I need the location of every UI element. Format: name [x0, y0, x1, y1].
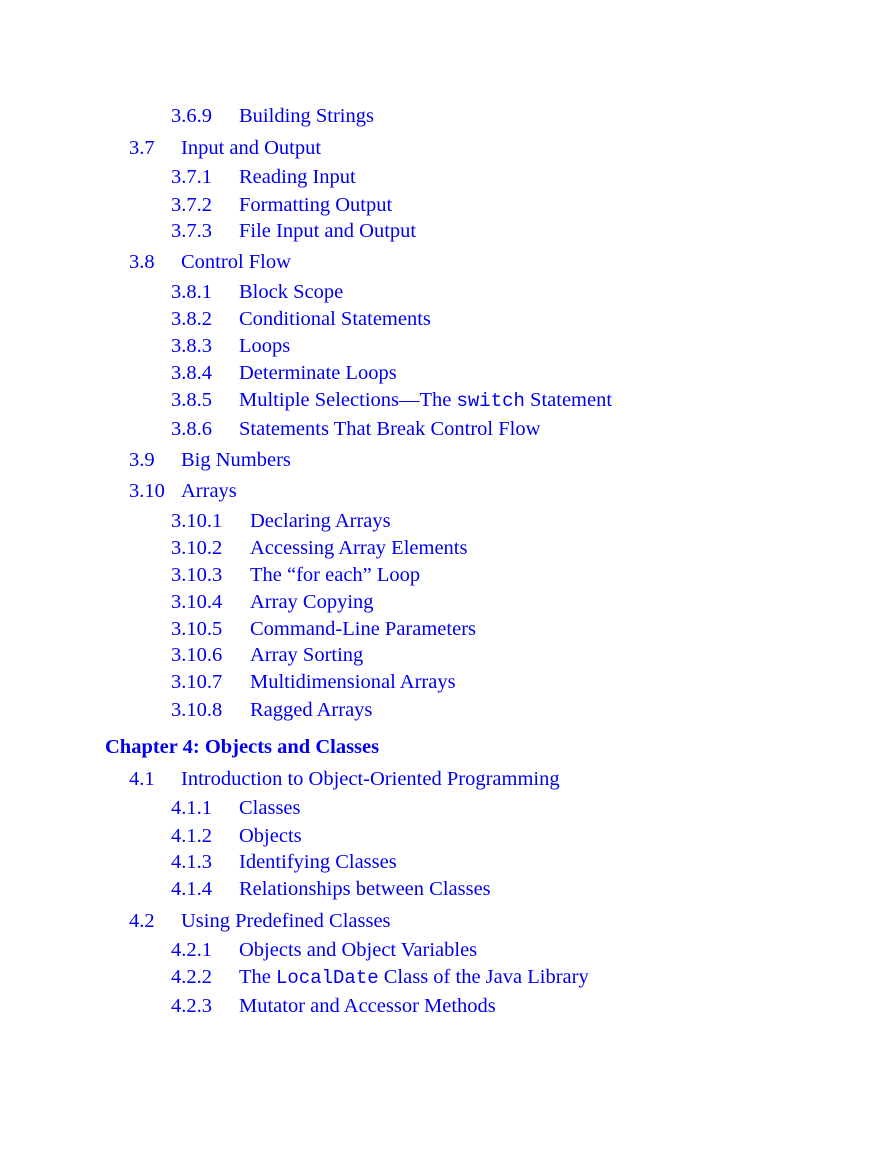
- toc-number: 3.7: [129, 137, 155, 159]
- toc-number: 3.9: [129, 449, 155, 471]
- toc-title: Introduction to Object-Oriented Programming: [181, 768, 560, 790]
- toc-title: Control Flow: [181, 251, 291, 273]
- toc-title: Conditional Statements: [239, 308, 431, 330]
- toc-number: 3.10.3: [171, 564, 223, 586]
- toc-number: 4.1.4: [171, 878, 212, 900]
- toc-title: Command-Line Parameters: [250, 618, 477, 640]
- toc-title: Array Sorting: [250, 644, 364, 666]
- toc-number: 4.2.2: [171, 966, 212, 988]
- toc-number: 3.10.7: [171, 671, 223, 693]
- toc-title: Array Copying: [250, 591, 374, 613]
- toc-title: Using Predefined Classes: [181, 910, 391, 932]
- toc-title: Mutator and Accessor Methods: [239, 995, 496, 1017]
- toc-number: 4.1: [129, 768, 155, 790]
- toc-title: Ragged Arrays: [250, 699, 373, 721]
- toc-number: 3.8.3: [171, 335, 212, 357]
- toc-title: Objects: [239, 825, 302, 847]
- toc-number: 3.8.4: [171, 362, 212, 384]
- toc-title: Objects and Object Variables: [239, 939, 478, 961]
- toc-title: [239, 387, 612, 414]
- toc-title: Determinate Loops: [239, 362, 397, 384]
- toc-number: 3.10.2: [171, 537, 223, 559]
- toc-title: Accessing Array Elements: [250, 537, 468, 559]
- toc-title: Loops: [239, 335, 291, 357]
- toc-title-text: Class of the Java Library: [378, 966, 589, 988]
- toc-title: Declaring Arrays: [250, 510, 391, 532]
- toc-title: Big Numbers: [181, 449, 291, 471]
- toc-title: Formatting Output: [239, 194, 393, 216]
- toc-title-code: switch: [456, 390, 525, 412]
- toc-title-text: The: [239, 966, 276, 988]
- toc-title: Input and Output: [181, 137, 322, 159]
- toc-number: 3.10.6: [171, 644, 223, 666]
- toc-number: 4.2.1: [171, 939, 212, 961]
- toc-title: The “for each” Loop: [250, 564, 421, 586]
- toc-number: 3.10.8: [171, 699, 223, 721]
- toc-number: 3.10.5: [171, 618, 223, 640]
- toc-title: Statements That Break Control Flow: [239, 418, 541, 440]
- toc-number: 3.7.1: [171, 166, 212, 188]
- toc-title-code: LocalDate: [276, 967, 379, 989]
- toc-title: [239, 964, 589, 991]
- toc-number: 4.1.3: [171, 851, 212, 873]
- toc-number: 3.6.9: [171, 105, 212, 127]
- toc-number: 3.7.2: [171, 194, 212, 216]
- toc-title: Building Strings: [239, 105, 374, 127]
- toc-title: Relationships between Classes: [239, 878, 491, 900]
- toc-number: 4.1.2: [171, 825, 212, 847]
- toc-chapter-4-heading[interactable]: Chapter 4: Objects and Classes: [105, 736, 380, 758]
- toc-number: 3.8.2: [171, 308, 212, 330]
- toc-title-text: Statement: [524, 389, 613, 411]
- toc-number: 3.10: [129, 480, 165, 502]
- toc-title: File Input and Output: [239, 220, 417, 242]
- toc-title: Block Scope: [239, 281, 344, 303]
- toc-title: Reading Input: [239, 166, 356, 188]
- toc-number: 3.8.5: [171, 389, 212, 411]
- toc-number: 3.8.6: [171, 418, 212, 440]
- toc-number: 3.7.3: [171, 220, 212, 242]
- toc-title: Multidimensional Arrays: [250, 671, 456, 693]
- toc-number: 3.10.1: [171, 510, 223, 532]
- toc-number: 4.2.3: [171, 995, 212, 1017]
- toc-number: 3.8.1: [171, 281, 212, 303]
- toc-number: 3.8: [129, 251, 155, 273]
- toc-title: Classes: [239, 797, 301, 819]
- toc-title: Arrays: [181, 480, 237, 502]
- toc-title: Identifying Classes: [239, 851, 397, 873]
- toc-number: 4.2: [129, 910, 155, 932]
- toc-number: 4.1.1: [171, 797, 212, 819]
- toc-number: 3.10.4: [171, 591, 223, 613]
- toc-title-text: Multiple Selections—The: [239, 389, 457, 411]
